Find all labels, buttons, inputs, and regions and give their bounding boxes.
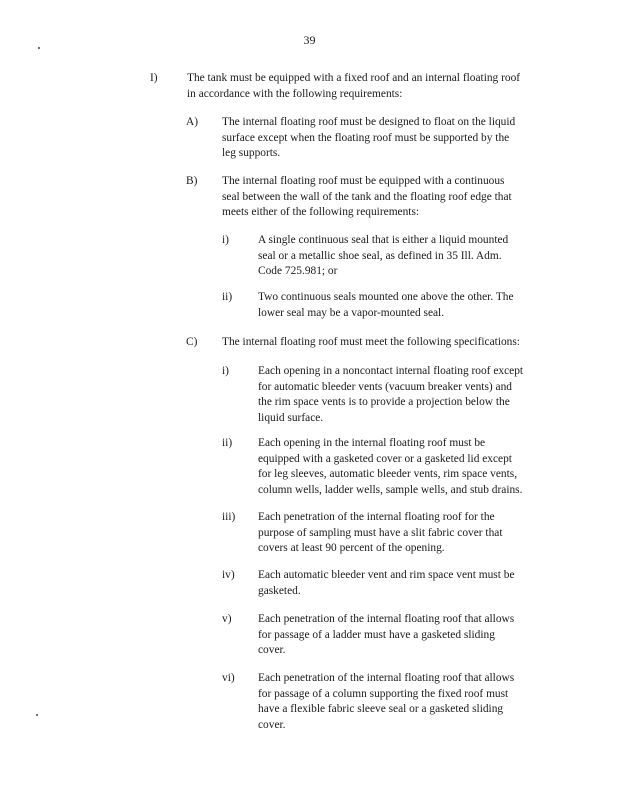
text-line: leg supports. — [222, 147, 281, 160]
item-label-C-iii: iii) — [222, 511, 236, 523]
item-text-C-iv — [258, 568, 515, 599]
text-line: the rim space vents is to provide a projection below the — [258, 396, 510, 409]
text-line: cover. — [258, 718, 286, 731]
text-line: for leg sleeves, automatic bleeder vents, rim space vents, — [258, 468, 518, 481]
item-text-B — [222, 174, 512, 221]
item-label-I: I) — [150, 72, 158, 84]
text-line: covers at least 90 percent of the opening. — [258, 542, 445, 555]
item-text-C-i — [258, 364, 523, 426]
item-label-C-vi: vi) — [222, 672, 235, 684]
text-line: surface except when the floating roof must be supported by the — [222, 131, 510, 144]
item-label-C-v: v) — [222, 613, 232, 625]
item-label-B-ii: ii) — [222, 291, 233, 303]
text-line: gasketed. — [258, 584, 301, 597]
item-label-C-ii: ii) — [222, 437, 233, 449]
text-line: for passage of a column supporting the fixed roof must — [258, 687, 509, 700]
item-text-B-i — [258, 233, 508, 280]
item-label-C-i: i) — [222, 365, 229, 377]
text-line: Each penetration of the internal floating roof that allows — [258, 613, 515, 625]
text-line: seal or a metallic shoe seal, as defined in 35 Ill. Adm. — [258, 249, 502, 262]
text-line: meets either of the following requirements: — [222, 206, 420, 219]
item-text-C — [222, 335, 520, 351]
text-line: seal between the wall of the tank and the floating roof edge that — [222, 190, 512, 203]
text-line: The internal floating roof must be designed to float on the liquid — [222, 116, 516, 128]
item-text-C-vi — [258, 671, 514, 733]
text-line: lower seal may be a vapor-mounted seal. — [258, 306, 445, 319]
scan-speck — [36, 714, 38, 716]
text-line: Each penetration of the internal floating roof for the — [258, 511, 495, 523]
text-line: cover. — [258, 644, 286, 657]
text-line: Code 725.981; or — [258, 265, 338, 278]
item-text-A — [222, 115, 515, 162]
text-line: The tank must be equipped with a fixed roof and an internal floating roof — [187, 72, 521, 84]
item-label-C-iv: iv) — [222, 569, 235, 581]
item-label-A: A) — [186, 116, 199, 128]
item-label-B-i: i) — [222, 234, 229, 246]
text-line: liquid surface. — [258, 411, 324, 424]
text-line: Each opening in a noncontact internal floating roof except — [258, 365, 524, 377]
item-label-B: B) — [186, 175, 198, 187]
text-line: for passage of a ladder must have a gasketed sliding — [258, 628, 495, 641]
item-text-I — [187, 71, 520, 102]
item-text-C-v — [258, 612, 514, 659]
text-line: have a flexible fabric sleeve seal or a gasketed sliding — [258, 703, 504, 716]
item-text-C-iii — [258, 510, 503, 557]
item-label-C: C) — [186, 336, 198, 348]
text-line: in accordance with the following requirements: — [187, 87, 403, 100]
text-line: column wells, ladder wells, sample wells, and stub drains. — [258, 483, 523, 496]
text-line: Two continuous seals mounted one above the other. The — [258, 291, 514, 303]
text-line: The internal floating roof must be equipped with a continuous — [222, 175, 505, 187]
text-line: The internal floating roof must meet the following specifications: — [222, 336, 520, 348]
text-line: A single continuous seal that is either a liquid mounted — [258, 234, 509, 246]
item-text-B-ii — [258, 290, 514, 321]
text-line: purpose of sampling must have a slit fabric cover that — [258, 526, 503, 539]
page-number: 39 — [303, 33, 316, 47]
text-line: Each opening in the internal floating roof must be — [258, 437, 486, 449]
text-line: Each automatic bleeder vent and rim space vent must be — [258, 569, 515, 581]
text-line: Each penetration of the internal floating roof that allows — [258, 672, 515, 684]
text-line: equipped with a gasketed cover or a gasketed lid except — [258, 452, 512, 465]
item-text-C-ii — [258, 436, 522, 498]
text-line: for automatic bleeder vents (vacuum breaker vents) and — [258, 380, 512, 393]
